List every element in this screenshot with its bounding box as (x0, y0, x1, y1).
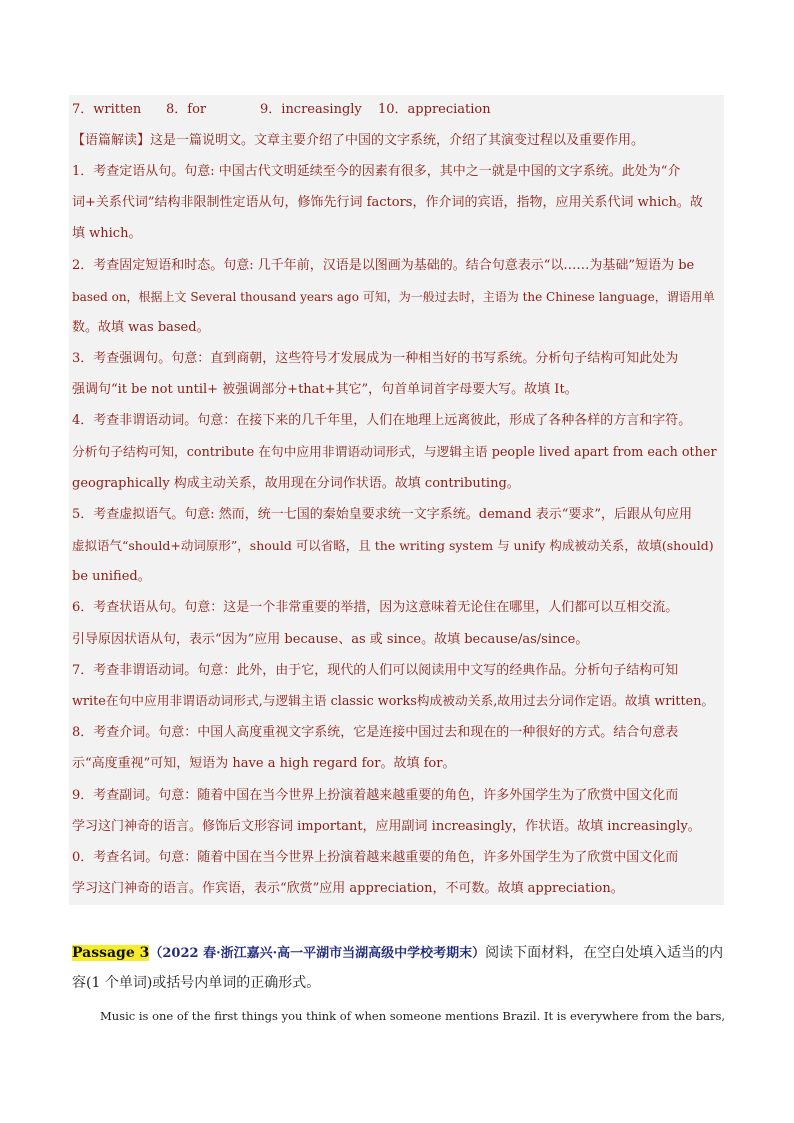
passage-label: Passage 3 (72, 945, 150, 961)
analysis-line: 0．考查名词。句意：随着中国在当今世界上扮演着越来越重要的角色，许多外国学生为了欣赏中国文化而 (72, 850, 679, 865)
analysis-line: 数。故填 was based。 (72, 320, 210, 335)
passage-source: （2022 春·浙江嘉兴·高一平湖市当湖高级中学校考期末） (149, 946, 486, 961)
analysis-line: 引导原因状语从句，表示“因为”应用 because、as 或 since。故填 because/as/since。 (72, 632, 589, 647)
answer-analysis-box (69, 95, 724, 905)
analysis-line: be unified。 (72, 569, 151, 584)
analysis-line: 虚拟语气“should+动词原形”，should 可以省略，且 the writing system 与 unify 构成被动关系，故填(should) (72, 538, 714, 553)
passage-first-line: Music is one of the first things you think of when someone mentions Brazil. It is everywhere from the bars, (100, 1009, 726, 1023)
analysis-line: 3．考查强调句。句意：直到商朝，这些符号才发展成为一种相当好的书写系统。分析句子结构可知此处为 (72, 351, 679, 366)
analysis-line: write在句中应用非谓语动词形式,与逻辑主语 classic works构成被动关系,故用过去分词作定语。故填 written。 (72, 694, 715, 709)
answer-9: 9．increasingly (260, 102, 362, 117)
analysis-line: 填 which。 (72, 226, 142, 241)
analysis-line: 6．考查状语从句。句意：这是一个非常重要的举措，因为这意味着无论住在哪里，人们都可以互相交流。 (72, 600, 679, 615)
analysis-line: 8．考查介词。句意：中国人高度重视文字系统，它是连接中国过去和现在的一种很好的方式。结合句意表 (72, 725, 679, 740)
analysis-line: 9．考查副词。句意：随着中国在当今世界上扮演着越来越重要的角色，许多外国学生为了欣赏中国文化而 (72, 788, 679, 803)
passage-header (72, 944, 723, 963)
analysis-line: 【语篇解读】这是一篇说明文。文章主要介绍了中国的文字系统，介绍了其演变过程以及重要作用。 (72, 133, 645, 148)
passage-instruction: 阅读下面材料，在空白处填入适当的内 (485, 945, 724, 961)
analysis-line: based on，根据上文 Several thousand years ago 可知，为一般过去时，主语为 the Chinese language，谓语用单 (72, 290, 715, 304)
answer-8: 8．for (166, 102, 207, 117)
answer-7: 7．written (72, 102, 142, 117)
analysis-line: 词+关系代词”结构非限制性定语从句，修饰先行词 factors，作介词的宾语，指物，应用关系代词 which。故 (72, 195, 703, 210)
analysis-line: geographically 构成主动关系，故用现在分词作状语。故填 contributing。 (72, 476, 520, 491)
answer-10: 10．appreciation (378, 102, 491, 117)
analysis-line: 5．考查虚拟语气。句意: 然而，统一七国的秦始皇要求统一文字系统。demand 表示“要求”，后跟从句应用 (72, 507, 692, 522)
answer-key-row (72, 102, 491, 118)
analysis-line: 示“高度重视”可知，短语为 have a high regard for。故填 for。 (72, 756, 456, 771)
passage-instruction-cont: 容(1 个单词)或括号内单词的正确形式。 (72, 975, 321, 991)
analysis-line: 学习这门神奇的语言。修饰后文形容词 important，应用副词 increasingly，作状语。故填 increasingly。 (72, 819, 701, 834)
analysis-line: 4．考查非谓语动词。句意：在接下来的几千年里，人们在地理上远离彼此，形成了各种各样的方言和字符。 (72, 413, 692, 428)
analysis-line: 分析句子结构可知，contribute 在句中应用非谓语动词形式，与逻辑主语 people lived apart from each other (72, 445, 717, 460)
analysis-line: 1．考查定语从句。句意: 中国古代文明延续至今的因素有很多，其中之一就是中国的文字系统。此处为“介 (72, 164, 681, 179)
analysis-line: 学习这门神奇的语言。作宾语，表示“欣赏”应用 appreciation，不可数。故填 appreciation。 (72, 881, 624, 896)
analysis-line: 强调句“it be not until+ 被强调部分+that+其它”，句首单词首字母要大写。故填 It。 (72, 382, 578, 397)
analysis-line: 2．考查固定短语和时态。句意: 几千年前，汉语是以图画为基础的。结合句意表示“以……为基础”短语为 be (72, 258, 695, 273)
analysis-line: 7．考查非谓语动词。句意：此外，由于它，现代的人们可以阅读用中文写的经典作品。分析句子结构可知 (72, 663, 679, 678)
